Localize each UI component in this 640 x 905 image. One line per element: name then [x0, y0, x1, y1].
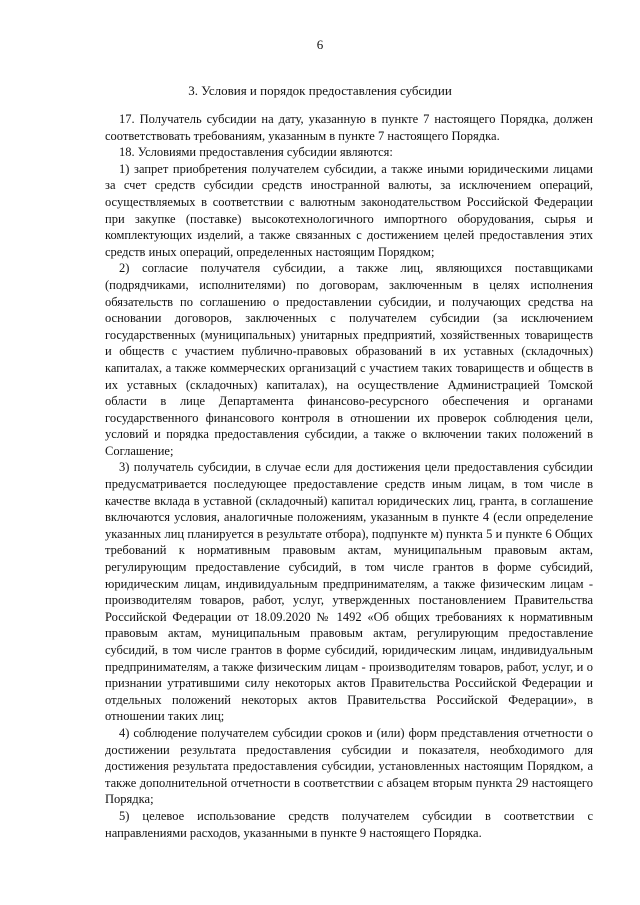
paragraph-17: 17. Получатель субсидии на дату, указанную в пункте 7 настоящего Порядка, должен соответствовать требованиям, указанным в пункте 7 настоящего Порядка. — [105, 112, 593, 143]
condition-2: 2) согласие получателя субсидии, а также лиц, являющихся поставщиками (подрядчиками, исполнителями) по договорам, заключенным в целях исполнения обязательств по соглашению о предоставлении субсидии, и получающих средства на основании договоров, заключенных с получателем субсидии (за исключением государственных (муниципальных) унитарных предприятий, хозяйственных товариществ и обществ с участием публично-правовых образований в их уставных (складочных) капиталах, а также коммерческих организаций с участием таких товариществ и обществ в их уставных (складочных) капиталах), на осуществление Администрацией Томской области в лице Департамента финансово-ресурсного обеспечения и органами государственного финансового контроля в отношении их проверок соблюдения цели, условий и порядка предоставления субсидии, а также о включении таких положений в Соглашение; — [105, 261, 593, 458]
paragraph-18: 18. Условиями предоставления субсидии являются: — [119, 145, 393, 160]
condition-4: 4) соблюдение получателем субсидии сроков и (или) форм представления отчетности о достижении результата предоставления субсидии и показателя, необходимого для достижения результата предоставления субсидии, установленных настоящим Порядком, а также дополнительной отчетности в соответствии с абзацем вторым пункта 29 настоящего Порядка; — [105, 725, 593, 807]
condition-1: 1) запрет приобретения получателем субсидии, а также иными юридическими лицами за счет средств субсидии средств иностранной валюты, за исключением операций, осуществляемых в соответствии с валютным законодательством Российской Федерации при закупке (поставке) высокотехнологичного импортного оборудования, сырья и комплектующих изделий, а также связанных с достижением целей предоставления этих средств иных операций, определенных настоящим Порядком; — [105, 161, 593, 259]
section-title: 3. Условия и порядок предоставления субсидии — [188, 83, 452, 98]
condition-3: 3) получатель субсидии, в случае если для достижения цели предоставления субсидии предусматривается последующее предоставление средств иным лицам, в том числе в качестве вклада в уставной (складочный) капитал юридических лиц, гранта, в соглашение включаются условия, аналогичные положениям, указанным в пункте 4 (если определение указанных лиц планируется в результате отбора), подпункте м) пункта 5 и пункте 6 Общих требований к нормативным правовым актам, муниципальным правовым актам, регулирующим предоставление субсидий, в том числе грантов в форме субсидий, юридическим лицам, индивидуальным предпринимателям, а также физическим лицам - производителям товаров, работ, услуг, утвержденных постановлением Правительства Российской Федерации от 18.09.2020 № 1492 «Об общих требованиях к нормативным правовым актам, муниципальным правовым актам, регулирующим предоставление субсидий, в том числе грантов в форме субсидий, юридическим лицам, индивидуальным предпринимателям, а также физическим лицам - производителям товаров, работ, услуг, и о признании утратившими силу некоторых актов Правительства Российской Федерации и отдельных положений некоторых актов Правительства Российской Федерации», в отношении таких лиц; — [105, 460, 593, 724]
condition-5: 5) целевое использование средств получателем субсидии в соответствии с направлениями расходов, указанными в пункте 9 настоящего Порядка. — [105, 808, 593, 840]
page-number: 6 — [316, 37, 324, 52]
document-body — [105, 111, 593, 841]
